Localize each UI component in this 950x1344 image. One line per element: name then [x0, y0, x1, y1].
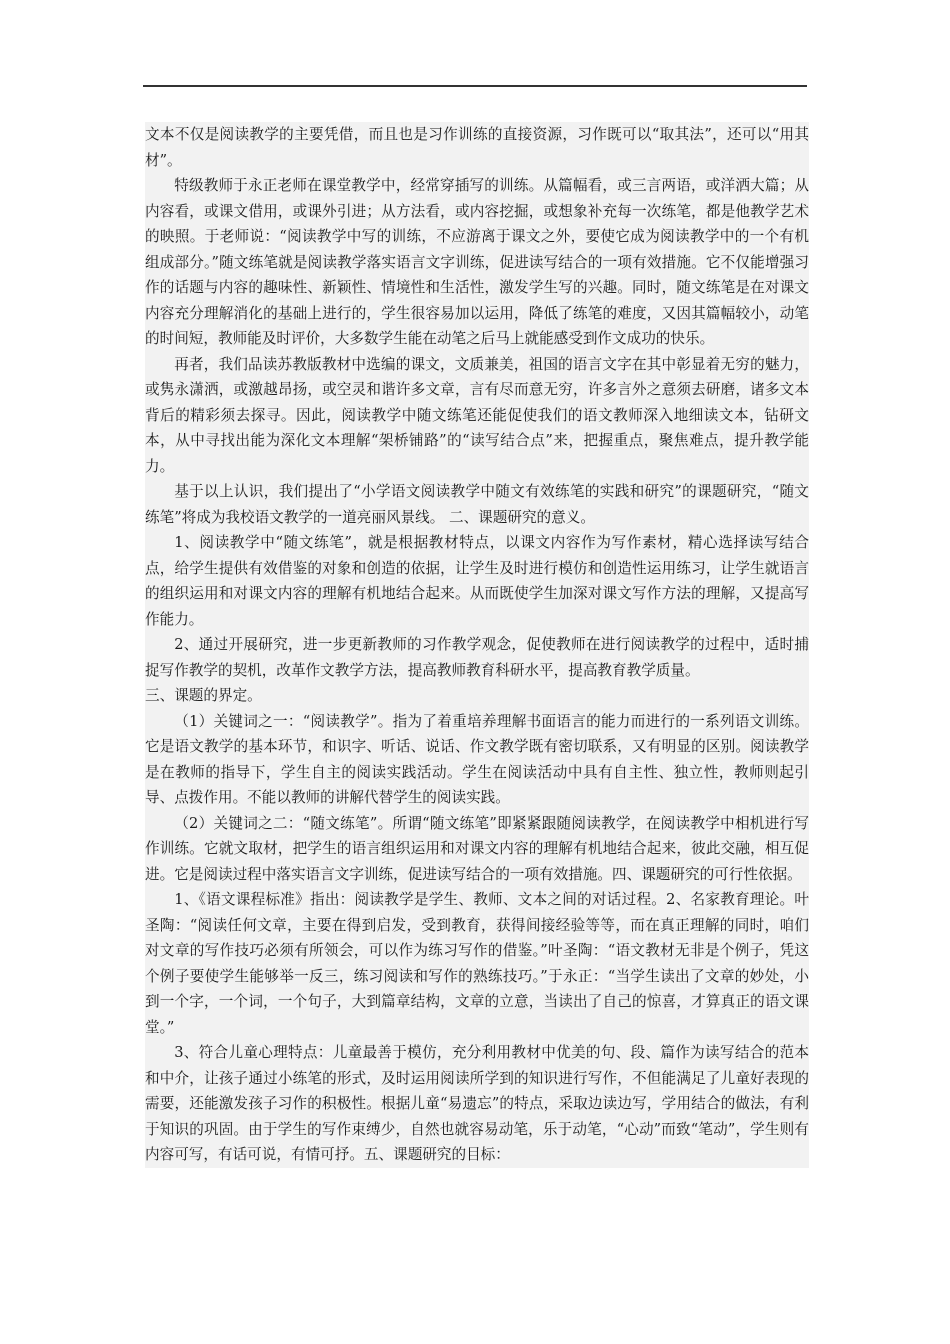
header-rule [143, 85, 807, 87]
paragraph: 基于以上认识，我们提出了“小学语文阅读教学中随文有效练笔的实践和研究”的课题研究，“随文练笔”将成为我校语文教学的一道亮丽风景线。 二、课题研究的意义。 [145, 483, 809, 526]
paragraph: 再者，我们品读苏教版教材中选编的课文，文质兼美，祖国的语言文字在其中彰显着无穷的魅力，或隽永潇洒，或激越昂扬，或空灵和谐许多文章，言有尽而意无穷，许多言外之意须去研磨，诸多文本背后的精彩须去探寻。因此，阅读教学中随文练笔还能促使我们的语文教师深入地细读文本，钻研文本，从中寻找出能为深化文本理解“架桥铺路”的“读写结合点”来，把握重点，聚焦难点，提升教学能力。 [145, 355, 809, 475]
paragraph: 1、阅读教学中“随文练笔”，就是根据教材特点，以课文内容作为写作素材，精心选择读写结合点，给学生提供有效借鉴的对象和创造的依据，让学生及时进行模仿和创造性运用练习，让学生就语言的组织运用和对课文内容的理解有机地结合起来。从而既使学生加深对课文写作方法的理解，又提高写作能力。 [145, 534, 809, 628]
paragraph: （2）关键词之二：“随文练笔”。所谓“随文练笔”即紧紧跟随阅读教学，在阅读教学中相机进行写作训练。它就文取材，把学生的语言组织运用和对课文内容的理解有机地结合起来，彼此交融，相互促进。它是阅读过程中落实语言文字训练，促进读写结合的一项有效措施。四、课题研究的可行性依据。 [145, 814, 809, 883]
paragraph: 特级教师于永正老师在课堂教学中，经常穿插写的训练。从篇幅看，或三言两语，或洋洒大篇；从内容看，或课文借用，或课外引进；从方法看，或内容挖掘，或想象补充每一次练笔，都是他教学艺术的映照。于老师说：“阅读教学中写的训练，不应游离于课文之外，要使它成为阅读教学中的一个有机组成部分。”随文练笔就是阅读教学落实语言文字训练，促进读写结合的一项有效措施。它不仅能增强习作的话题与内容的趣味性、新颖性、情境性和生活性，激发学生写的兴趣。同时，随文练笔是在对课文内容充分理解消化的基础上进行的，学生很容易加以运用，降低了练笔的难度，又因其篇幅较小，动笔的时间短，教师能及时评价，大多数学生能在动笔之后马上就能感受到作文成功的快乐。 [145, 177, 809, 347]
paragraph: 1、《语文课程标准》指出：阅读教学是学生、教师、文本之间的对话过程。2、名家教育理论。叶圣陶：“阅读任何文章，主要在得到启发，受到教育，获得间接经验等等，而在真正理解的同时，咱们对文章的写作技巧必须有所领会，可以作为练习写作的借鉴。”叶圣陶：“语文教材无非是个例子，凭这个例子要使学生能够举一反三，练习阅读和写作的熟练技巧。”于永正：“当学生读出了文章的妙处，小到一个字，一个词，一个句子，大到篇章结构，文章的立意，当读出了自己的惊喜，才算真正的语文课堂。” [145, 891, 809, 1036]
paragraph: （1）关键词之一：“阅读教学”。指为了着重培养理解书面语言的能力而进行的一系列语文训练。它是语文教学的基本环节，和识字、听话、说话、作文教学既有密切联系，又有明显的区别。阅读教学是在教师的指导下，学生自主的阅读实践活动。学生在阅读活动中具有自主性、独立性，教师则起引导、点拨作用。不能以教师的讲解代替学生的阅读实践。 [145, 712, 809, 806]
paragraph: 3、符合儿童心理特点：儿童最善于模仿，充分利用教材中优美的句、段、篇作为读写结合的范本和中介，让孩子通过小练笔的形式，及时运用阅读所学到的知识进行写作，不但能满足了儿童好表现的需要，还能激发孩子习作的积极性。根据儿童“易遗忘”的特点，采取边读边写，学用结合的做法，有利于知识的巩固。由于学生的写作束缚少，自然也就容易动笔，乐于动笔，“心动”而致“笔动”，学生则有内容可写，有话可说，有情可抒。五、课题研究的目标： [145, 1044, 809, 1163]
paragraph: 2、通过开展研究，进一步更新教师的习作教学观念，促使教师在进行阅读教学的过程中，适时捕捉写作教学的契机，改革作文教学方法，提高教师教育科研水平，提高教育教学质量。 [145, 636, 809, 679]
document-body [145, 122, 809, 1168]
paragraph: 文本不仅是阅读教学的主要凭借，而且也是习作训练的直接资源，习作既可以“取其法”，还可以“用其材”。 [145, 126, 809, 169]
section-heading: 三、课题的界定。 [145, 687, 262, 704]
